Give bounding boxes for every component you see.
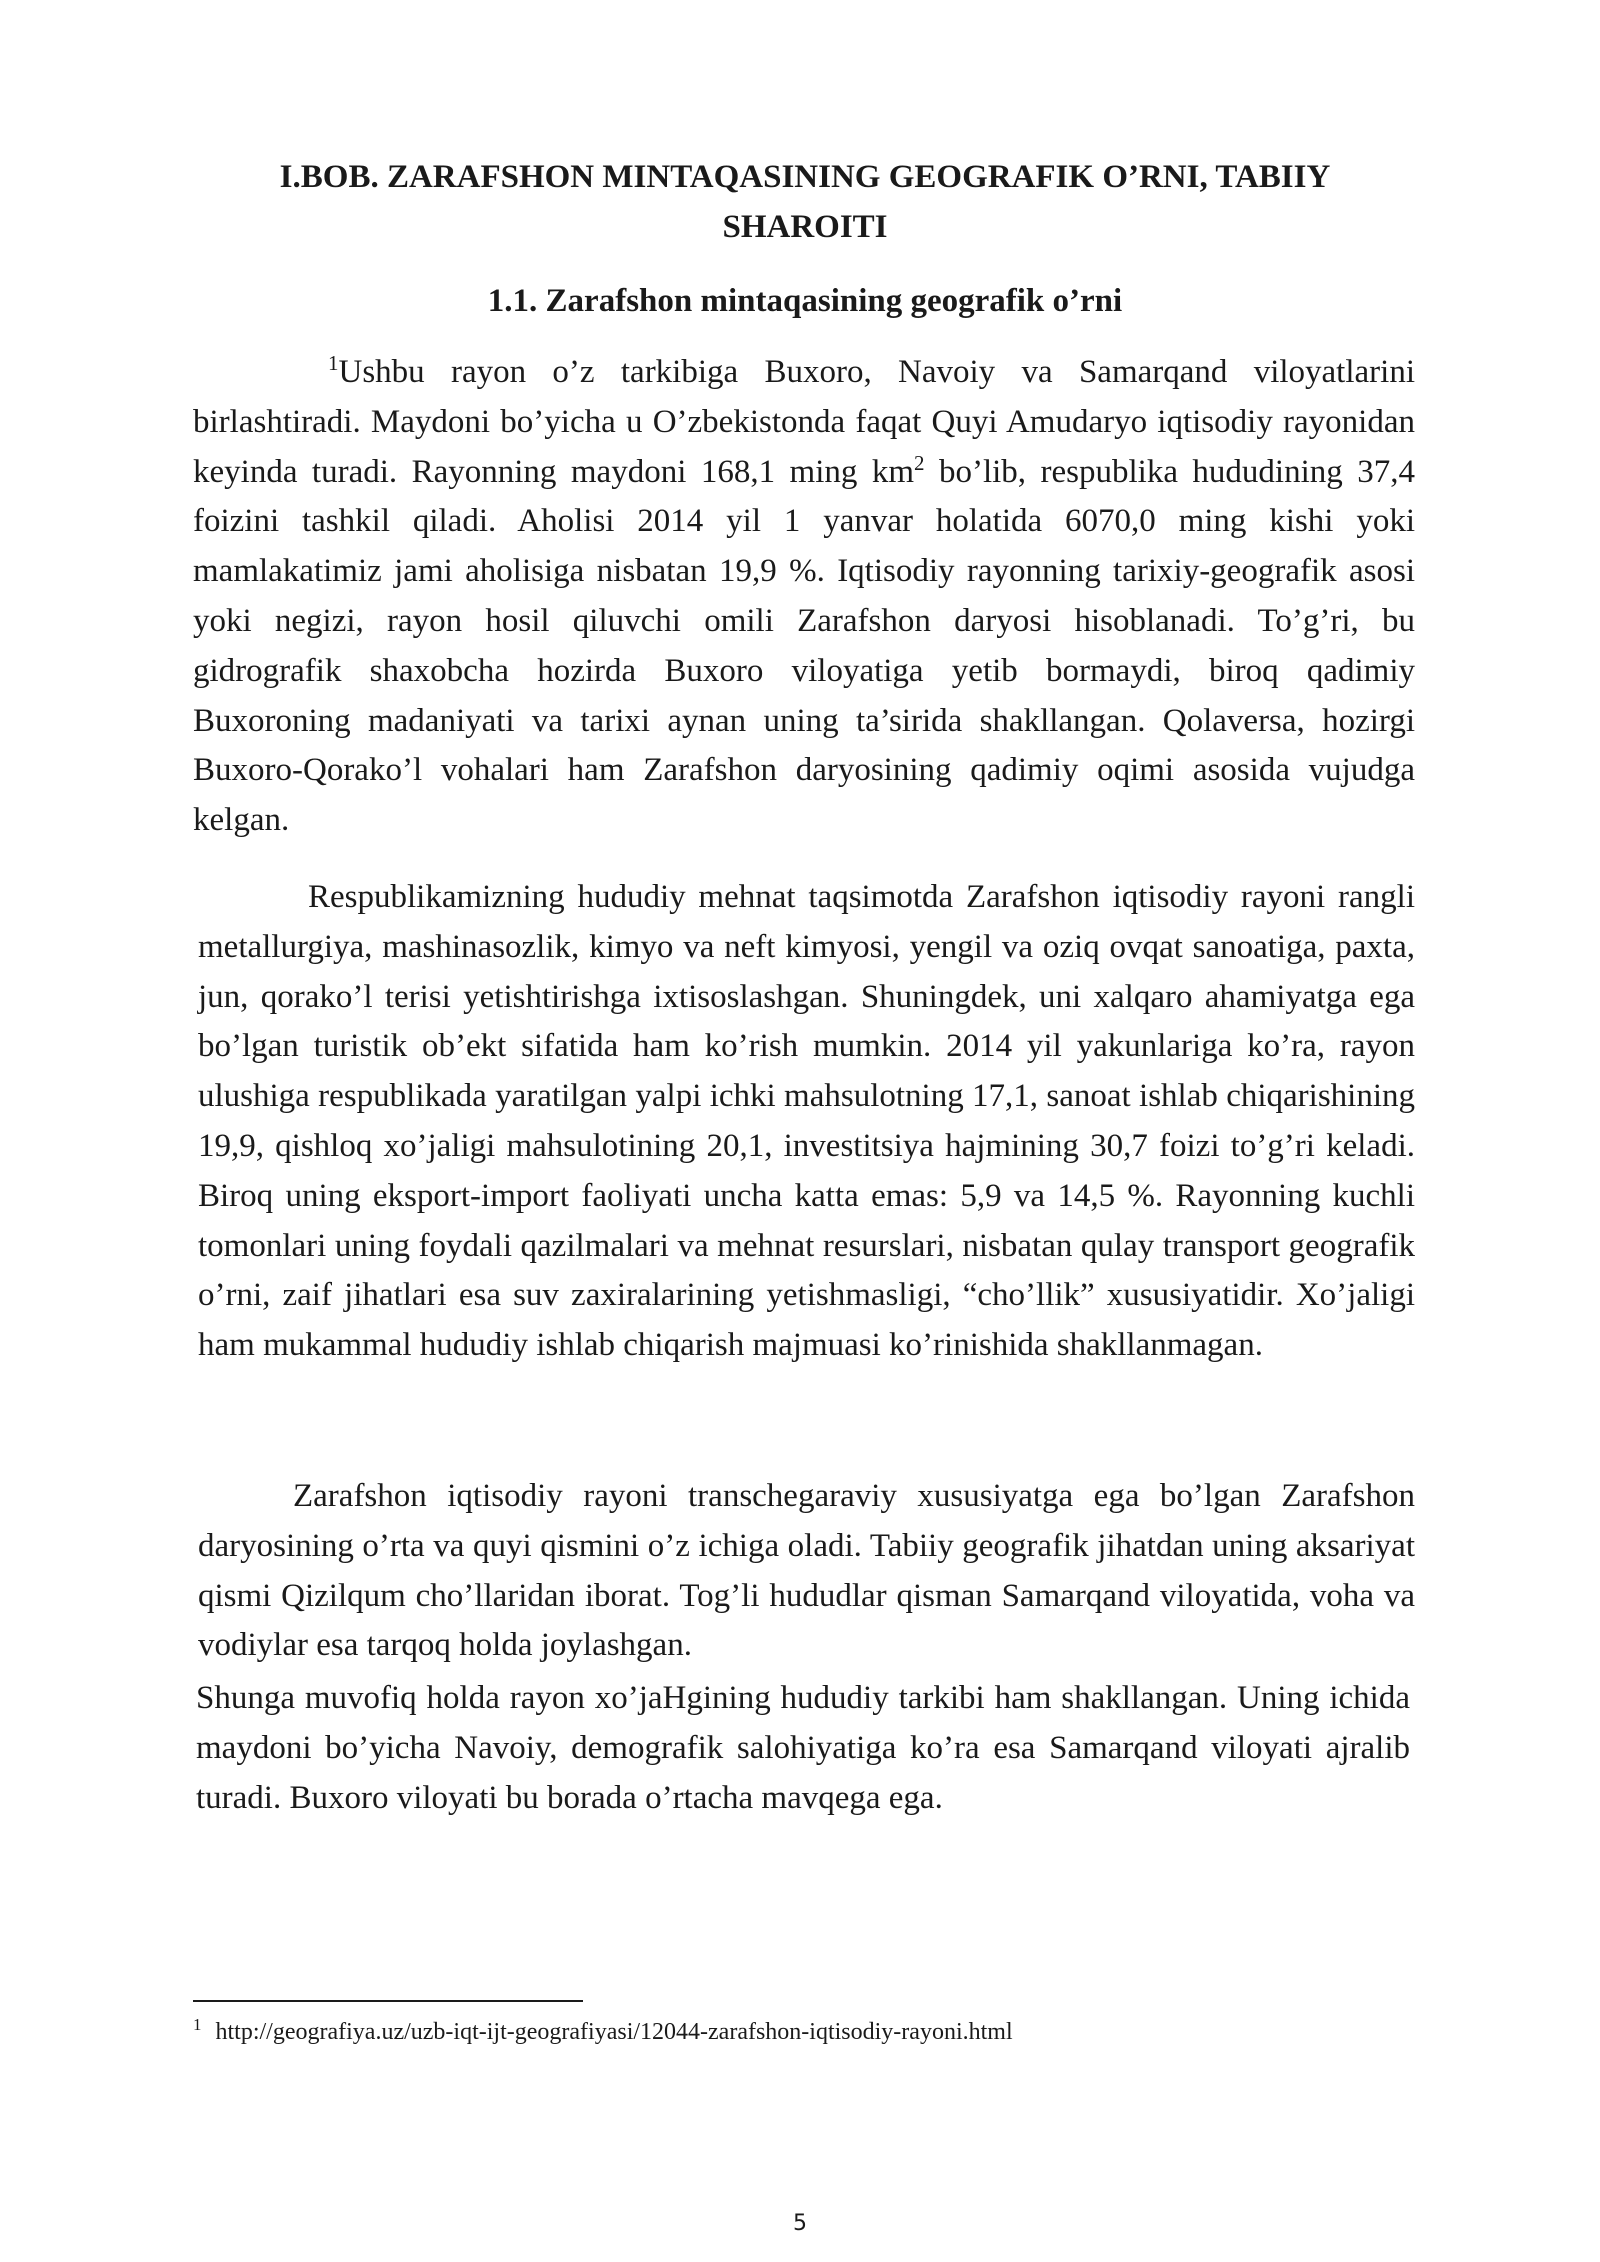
section-title: 1.1. Zarafshon mintaqasining geografik o’rni xyxy=(487,283,1123,319)
area-unit-superscript: 2 xyxy=(914,450,925,475)
footnote xyxy=(193,2016,1293,2048)
paragraph-4: Shunga muvofiq holda rayon xo’jaHgining hududiy tarkibi ham shakllangan. Uning ichida maydoni bo’yicha Navoiy, demografik salohiyatiga ko’ra esa Samarqand viloyati ajralib turadi. Buxoro viloyati bu borada o’rtacha mavqega ega. xyxy=(196,1680,1410,1816)
paragraph-1-text-b: bo’lib, respublika hududining 37,4 foizini tashkil qiladi. Aholisi 2014 yil 1 yanvar holatida 6070,0 ming kishi yoki mamlakatimiz jami aholisiga nisbatan 19,9 %. Iqtisodiy rayonning tarixiy-geografik asosi yoki negizi, rayon hosil qiluvchi omili Zarafshon daryosi hisoblanadi. To’g’ri, bu gidrografik shaxobcha hozirda Buxoro viloyatiga yetib bormaydi, biroq qadimiy Buxoroning madaniyati va tarixi aynan uning ta’sirida shakllangan. Qolaversa, hozirgi Buxoro-Qorako’l vohalari ham Zarafshon daryosining qadimiy oqimi asosida vujudga kelgan. xyxy=(193,453,1415,839)
chapter-title: I.BOB. ZARAFSHON MINTAQASINING GEOGRAFIK O’RNI, TABIIY SHAROITI xyxy=(279,159,1331,245)
page-number: 5 xyxy=(793,2211,807,2236)
paragraph-1-text-a: Ushbu rayon o’z tarkibiga Buxoro, Navoiy va Samarqand viloyatlarini birlashtiradi. Maydoni bo’yicha u O’zbekistonda faqat Quyi Amudaryo iqtisodiy rayonidan keyinda turadi. Rayonning maydoni 168,1 ming km xyxy=(193,354,1415,490)
footnote-reference[interactable]: 1 xyxy=(328,351,339,375)
paragraph-2: Respublikamizning hududiy mehnat taqsimotda Zarafshon iqtisodiy rayoni rangli metallurgiya, mashinasozlik, kimyo va neft kimyosi, yengil va oziq ovqat sanoatiga, paxta, jun, qorako’l terisi yetishtirishga ixtisoslashgan. Shuningdek, uni xalqaro ahamiyatga ega bo’lgan turistik ob’ekt sifatida ham ko’rish mumkin. 2014 yil yakunlariga ko’ra, rayon ulushiga respublikada yaratilgan yalpi ichki mahsulotning 17,1, sanoat ishlab chiqarishining 19,9, qishloq xo’jaligi mahsulotining 20,1, investitsiya hajmining 30,7 foizi to’g’ri keladi. Biroq uning eksport-import faoliyati uncha katta emas: 5,9 va 14,5 %. Rayonning kuchli tomonlari uning foydali qazilmalari va mehnat resurslari, nisbatan qulay transport geografik o’rni, zaif jihatlari esa suv zaxiralarining yetishmasligi, “cho’llik” xususiyatidir. Xo’jaligi ham mukammal hududiy ishlab chiqarish majmuasi ko’rinishida shakllanmagan. xyxy=(198,879,1415,1364)
paragraph-1 xyxy=(193,348,1415,846)
footnote-mark: 1 xyxy=(193,2015,202,2034)
paragraph-3: Zarafshon iqtisodiy rayoni transchegaraviy xususiyatga ega bo’lgan Zarafshon daryosining o’rta va quyi qismini o’z ichiga oladi. Tabiiy geografik jihatdan uning aksariyat qismi Qizilqum cho’llaridan iborat. Tog’li hududlar qisman Samarqand viloyatida, voha va vodiylar esa tarqoq holda joylashgan. xyxy=(198,1478,1415,1664)
footnote-separator xyxy=(193,2000,583,2002)
footnote-link[interactable]: http://geografiya.uz/uzb-iqt-ijt-geografiyasi/12044-zarafshon-iqtisodiy-rayoni.html xyxy=(215,2019,1013,2045)
